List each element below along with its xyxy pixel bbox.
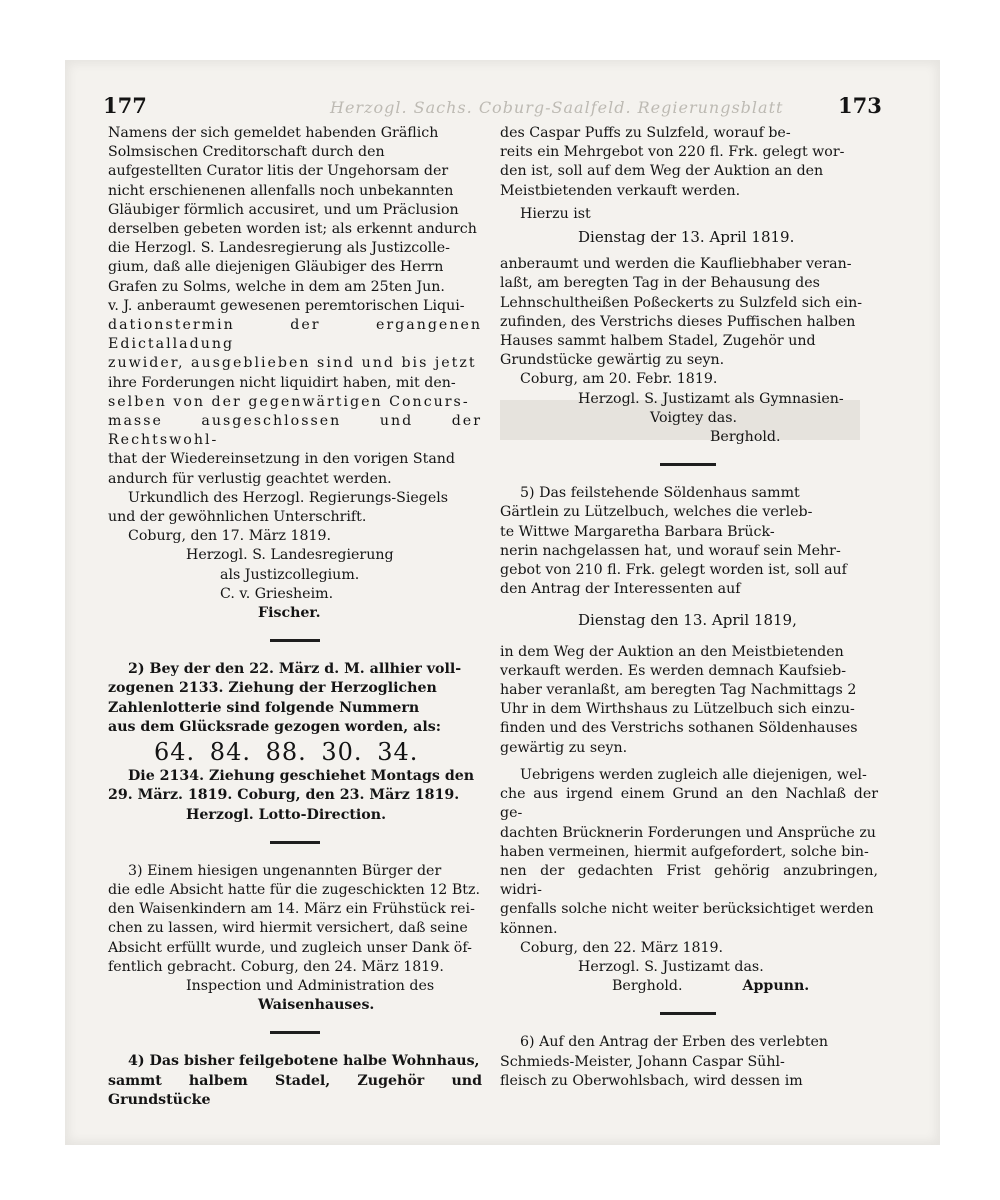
text-line: nerin nachgelassen hat, und worauf sein Mehr-	[500, 542, 841, 559]
date-line: Coburg, am 20. Febr. 1819.	[520, 371, 718, 388]
text-line: 29. März. 1819. Coburg, den 23. März 1819.	[108, 787, 460, 804]
text-line: laßt, am beregten Tag in der Behausung des	[500, 275, 820, 292]
text-line: nicht erschienenen allenfalls noch unbekannten	[108, 182, 454, 199]
notice-continuation	[500, 124, 878, 201]
text-line: ihre Forderungen nicht liquidirt haben, mit den-	[108, 374, 456, 391]
text-line: nen der gedachten Frist gehörig anzubringen, widri-	[500, 862, 878, 899]
text-line: Meistbietenden verkauft werden.	[500, 182, 741, 199]
text-line: genfalls solche nicht weiter berücksichtiget werden	[500, 901, 874, 918]
text-line: 3) Einem hiesigen ungenannten Bürger der	[128, 862, 442, 879]
text-line: aus dem Glücksrade gezogen worden, als:	[108, 718, 441, 735]
text-line: den Antrag der Interessenten auf	[500, 581, 741, 598]
text-line: che aus irgend einem Grund an den Nachlaß der ge-	[500, 786, 878, 822]
text-line: sammt halbem Stadel, Zugehör und Grundstücke	[108, 1072, 482, 1108]
text-line: Solmsischen Creditorschaft durch den	[108, 144, 385, 161]
section-divider	[270, 639, 320, 642]
date-heading: Dienstag der 13. April 1819.	[578, 228, 795, 247]
text-line: selben von der gegenwärtigen Concurs-	[108, 393, 470, 410]
left-column	[108, 124, 482, 1110]
paragraph	[500, 255, 878, 370]
text-line: 5) Das feilstehende Söldenhaus sammt	[520, 485, 800, 502]
text-line: zufinden, des Verstrichs dieses Puffischen halben	[500, 313, 856, 330]
text-line: fentlich gebracht. Coburg, den 24. März 1819.	[108, 958, 444, 975]
section-divider	[660, 1012, 716, 1015]
text-line: 4) Das bisher feilgebotene halbe Wohnhaus,	[128, 1053, 480, 1070]
text-line: Zahlenlotterie sind folgende Nummern	[108, 699, 420, 716]
running-head-bleed: Herzogl. Sachs. Coburg-Saalfeld. Regierungsblatt	[330, 98, 784, 117]
text-line: that der Wiedereinsetzung in den vorigen Stand	[108, 451, 456, 468]
text-line: fleisch zu Oberwohlsbach, wird dessen im	[500, 1072, 803, 1089]
text-line: die Herzogl. S. Landesregierung als Justizcolle-	[108, 240, 450, 257]
signature-pair	[500, 977, 878, 996]
date-line: Coburg, den 17. März 1819.	[128, 528, 332, 545]
notice-5	[500, 484, 878, 599]
page-number-right: 173	[838, 93, 882, 118]
text-line: Hauses sammt halbem Stadel, Zugehör und	[500, 333, 816, 350]
text-line: Grundstücke gewärtig zu seyn.	[500, 352, 725, 369]
text-line: 2) Bey der den 22. März d. M. allhier voll-	[128, 661, 462, 678]
text-line: und der gewöhnlichen Unterschrift.	[108, 509, 367, 526]
notice-4	[108, 1052, 482, 1110]
signature-line: Inspection und Administration des	[186, 977, 435, 994]
page-number-left: 177	[103, 93, 147, 118]
text-line: v. J. anberaumt gewesenen peremtorischen Liqui-	[108, 297, 465, 314]
text-line: den ist, soll auf dem Weg der Auktion an den	[500, 163, 824, 180]
date-heading: Dienstag den 13. April 1819,	[578, 611, 797, 630]
text-line: Hierzu ist	[520, 205, 591, 222]
text-line: dachten Brücknerin Forderungen und Ansprüche zu	[500, 824, 876, 841]
text-line: Schmieds-Meister, Johann Caspar Sühl-	[500, 1053, 785, 1070]
notice-3	[108, 862, 482, 1016]
signature-line: Waisenhauses.	[258, 997, 375, 1014]
signature-line: Berghold.	[710, 429, 781, 446]
text-line: zogenen 2133. Ziehung der Herzoglichen	[108, 680, 437, 697]
text-line: dationstermin der ergangenen Edictalladung	[108, 317, 482, 353]
text-line: reits ein Mehrgebot von 220 fl. Frk. gelegt wor-	[500, 144, 845, 161]
notice-2	[108, 660, 482, 824]
section-divider	[270, 841, 320, 844]
text-line: Gläubiger förmlich accusiret, und um Präclusion	[108, 201, 459, 218]
text-line: Lehnschultheißen Poßeckerts zu Sulzfeld sich ein-	[500, 294, 863, 311]
signature-line: Voigtey das.	[650, 409, 738, 426]
text-line: den Waisenkindern am 14. März ein Frühstück rei-	[108, 901, 475, 918]
signature-line: Herzogl. S. Justizamt als Gymnasien-	[578, 390, 844, 407]
paragraph	[500, 766, 878, 939]
text-line: des Caspar Puffs zu Sulzfeld, worauf be-	[500, 125, 791, 141]
text-line: Urkundlich des Herzogl. Regierungs-Siegels	[128, 489, 449, 506]
right-column	[500, 124, 878, 1091]
text-line: te Wittwe Margaretha Barbara Brück-	[500, 523, 775, 540]
paragraph	[500, 643, 878, 758]
text-line: Grafen zu Solms, welche in dem am 25ten Jun.	[108, 278, 445, 295]
text-line: anberaumt und werden die Kaufliebhaber veran-	[500, 256, 852, 273]
text-line: chen zu lassen, wird hiermit versichert, daß seine	[108, 920, 468, 937]
text-line: gewärtig zu seyn.	[500, 739, 628, 756]
notice-6	[500, 1033, 878, 1091]
signature-line: Herzogl. Lotto-Direction.	[186, 806, 387, 823]
text-line: derselben gebeten worden ist; als erkennt andurch	[108, 221, 477, 238]
intro-paragraph	[108, 124, 482, 527]
text-line: Namens der sich gemeldet habenden Gräflich	[108, 125, 439, 141]
text-line: finden und des Verstrichs sothanen Söldenhauses	[500, 720, 858, 737]
text-line: in dem Weg der Auktion an den Meistbietenden	[500, 643, 844, 660]
text-line: zuwider, ausgeblieben sind und bis jetzt	[108, 355, 477, 372]
signature-line: Berghold.	[612, 978, 683, 995]
date-line: Coburg, den 22. März 1819.	[520, 939, 724, 956]
signature-line: Herzogl. S. Landesregierung	[186, 547, 394, 564]
section-divider	[660, 463, 716, 466]
text-line: gebot von 210 fl. Frk. gelegt worden ist, soll auf	[500, 562, 847, 579]
signature-line: Appunn.	[742, 978, 810, 995]
text-line: aufgestellten Curator litis der Ungehorsam der	[108, 163, 449, 180]
lottery-numbers: 64. 84. 88. 30. 34.	[154, 738, 419, 767]
text-line: 6) Auf den Antrag der Erben des verlebten	[520, 1034, 829, 1051]
signature-line: C. v. Griesheim.	[220, 585, 334, 602]
text-line: Uhr in dem Wirthshaus zu Lützelbuch sich einzu-	[500, 701, 855, 718]
text-line: die edle Absicht hatte für die zugeschickten 12 Btz.	[108, 881, 480, 898]
text-line: Absicht erfüllt wurde, und zugleich unser Dank öf-	[108, 939, 472, 956]
signature-line: Fischer.	[258, 605, 321, 622]
text-line: Die 2134. Ziehung geschiehet Montags den	[128, 768, 475, 785]
text-line: Uebrigens werden zugleich alle diejenigen, wel-	[520, 766, 867, 783]
text-line: Gärtlein zu Lützelbuch, welches die verleb-	[500, 504, 813, 521]
section-divider	[270, 1031, 320, 1034]
text-line: haben vermeinen, hiermit aufgefordert, solche bin-	[500, 843, 869, 860]
text-line: verkauft werden. Es werden demnach Kaufsieb-	[500, 662, 847, 679]
text-line: masse ausgeschlossen und der Rechtswohl-	[108, 413, 482, 449]
signature-line: Herzogl. S. Justizamt das.	[578, 958, 764, 975]
signature-line: als Justizcollegium.	[220, 566, 360, 583]
text-line: gium, daß alle diejenigen Gläubiger des Herrn	[108, 259, 444, 276]
text-line: haber veranlaßt, am beregten Tag Nachmittags 2	[500, 682, 857, 699]
text-line: andurch für verlustig geachtet werden.	[108, 470, 392, 487]
text-line: können.	[500, 920, 558, 937]
